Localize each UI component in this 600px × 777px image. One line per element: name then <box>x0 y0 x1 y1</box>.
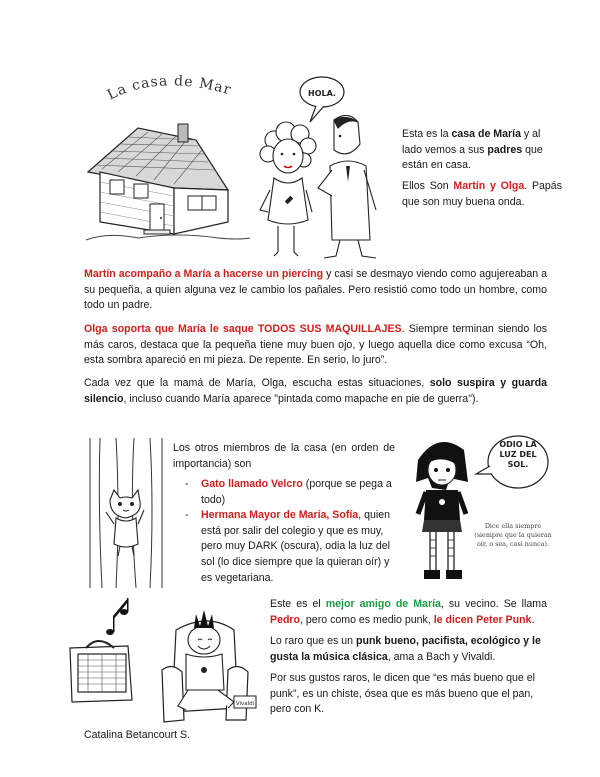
sister-caption: Dice ella siempre (siempre que la quieran oír, o sea, casi nunca). <box>474 522 552 548</box>
list-item-sister: - Hermana Mayor de María, Sofía, quien está por salir del colegio y que es muy, pero muy DARK (oscura), odia la luz del sol (lo dice siempre que la quieran oír) y es vegetariana. <box>173 508 395 586</box>
makeup-paragraph: Olga soporta que María le saque TODOS SUS MAQUILLAJES. Siempre terminan siendo los más caros, destaca que la pequeña tiene muy buen ojo, y luego aquella dice como excusa “Oh, esta sombra apareció en mi pieza. De repente. En serio, lo juro”. <box>84 323 548 367</box>
author-signature: Catalina Betancourt S. <box>84 729 190 741</box>
list-item-cat: - Gato llamado Velcro (porque se pega a todo) <box>173 477 395 508</box>
peter-punk-illustration <box>58 590 263 732</box>
members-list <box>173 477 395 586</box>
sister-illustration <box>410 430 555 585</box>
friend-paragraph-3: Por sus gustos raros, le dicen que “es más bueno que el punk”, es un chiste, ósea que es más bueno que el pan, pero con K. <box>270 672 535 716</box>
cat-illustration <box>86 438 166 588</box>
sister-bubble-text: ODIO LA LUZ DEL SOL. <box>499 440 537 469</box>
piercing-paragraph: Martín acompaño a María a hacerse un piercing y casi se desmayo viendo como agujereaban a su pequeña, a quien alguna vez le cambio los pañales. Pero resistió como todo un hombre, como todo un padre. <box>84 268 547 312</box>
members-intro: Los otros miembros de la casa (en orden de importancia) son <box>173 442 395 470</box>
house-illustration <box>73 60 253 262</box>
friend-paragraph-2: Lo raro que es un punk bueno, pacifista, ecológico y le gusta la música clásica, ama a Bach y Vivaldi. <box>270 635 541 663</box>
parents-illustration <box>252 70 402 260</box>
house-title: La casa de María <box>73 60 234 104</box>
vivaldi-sticker: Vivaldi <box>235 701 255 707</box>
intro-paragraph-2: Ellos Son Martín y Olga. Papás que son muy buena onda. <box>402 180 562 208</box>
friend-paragraph-1: Este es el mejor amigo de María, su vecino. Se llama Pedro, pero como es medio punk, le dicen Peter Punk. <box>270 598 547 626</box>
silence-paragraph: Cada vez que la mamá de María, Olga, escucha estas situaciones, solo suspira y guarda silencio, incluso cuando María aparece "pintada como mapache en pie de guerra"). <box>84 377 547 405</box>
hola-text: HOLA. <box>308 89 336 98</box>
intro-paragraph-1: Esta es la casa de María y al lado vemos a sus padres que están en casa. <box>402 128 543 172</box>
